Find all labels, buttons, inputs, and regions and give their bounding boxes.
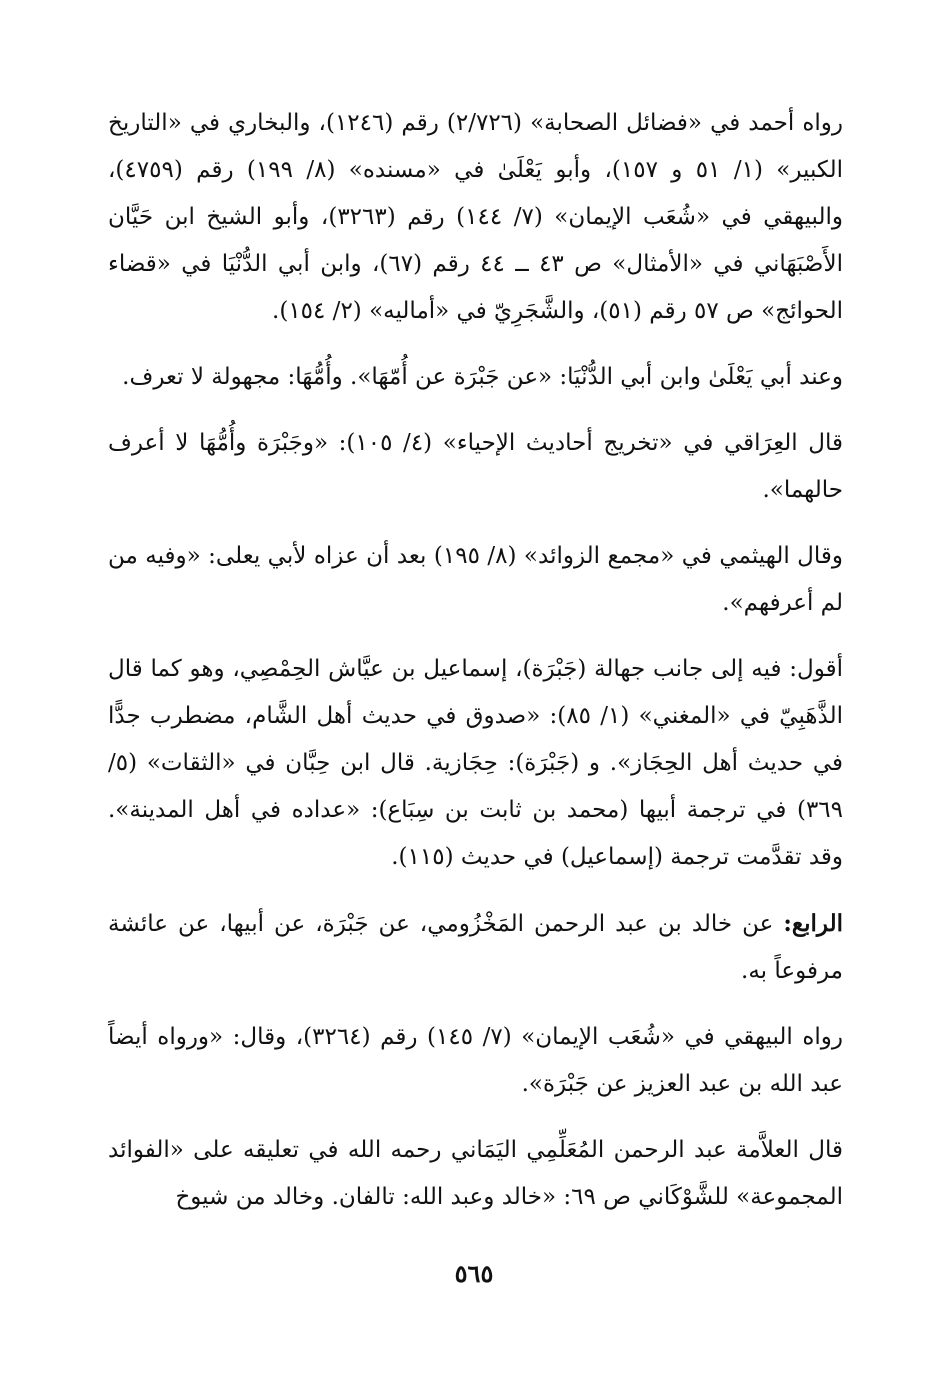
paragraph-iraqi: قال العِرَاقي في «تخريج أحاديث الإحياء» (٤/ ١٠٥): «وجَبْرَة وأُمُّهَا لا أعرف حالهما».: [108, 430, 844, 503]
page-number: ٥٦٥: [454, 1259, 494, 1288]
paragraph-bayhaqi: رواه البيهقي في «شُعَب الإيمان» (٧/ ١٤٥) رقم (٣٢٦٤)، وقال: «ورواه أيضاً عبد الله بن عبد العزيز عن جَبْرَة».: [108, 1024, 844, 1097]
paragraph-fourth: [108, 900, 843, 995]
paragraph-abu-yala: وعند أبي يَعْلَىٰ وابن أبي الدُّنْيَا: «عن جَبْرَة عن أُمّهَا». وأُمُّهَا: مجهولة لا تعرف.: [122, 364, 843, 390]
page-body: [108, 100, 843, 1240]
paragraph-aqulu: أقول: فيه إلى جانب جهالة (جَبْرَة)، إسماعيل بن عيَّاش الحِمْصِي، وهو كما قال الذَّهَبِيّ في «المغني» (١/ ٨٥): «صدوق في حديث أهل الشَّام، مضطرب جدًّا في حديث أهل الحِجَاز». و (جَبْرَة): حِجَازية. قال ابن حِبَّان في «الثقات» (٥/ ٣٦٩) في ترجمة أبيها (محمد بن ثابت بن سِبَاع): «عداده في أهل المدينة». وقد تقدَّمت ترجمة (إسماعيل) في حديث (١١٥).: [108, 656, 844, 870]
fourth-text: عن خالد بن عبد الرحمن المَخْزُومي، عن جَبْرَة، عن أبيها، عن عائشة مرفوعاً به.: [108, 911, 843, 984]
fourth-heading: الرابع:: [783, 910, 844, 937]
paragraph-muallimi: قال العلاَّمة عبد الرحمن المُعَلِّمِي اليَمَاني رحمه الله في تعليقه على «الفوائد المجموعة» للشَّوْكَاني ص ٦٩: «خالد وعبد الله: تالفان. وخالد من شيوخ: [108, 1137, 843, 1210]
paragraph-narration: رواه أحمد في «فضائل الصحابة» (٢/٧٢٦) رقم (١٢٤٦)، والبخاري في «التاريخ الكبير» (١/ ٥١ و ١٥٧)، وأبو يَعْلَىٰ في «مسنده» (٨/ ١٩٩) رقم (٤٧٥٩)، والبيهقي في «شُعَب الإيمان» (٧/ ١٤٤) رقم (٣٢٦٣)، وأبو الشيخ ابن حَيَّان الأَصْبَهَاني في «الأمثال» ص ٤٣ ــ ٤٤ رقم (٦٧)، وابن أبي الدُّنْيَا في «قضاء الحوائج» ص ٥٧ رقم (٥١)، والشَّجَرِيّ في «أماليه» (٢/ ١٥٤).: [108, 110, 844, 324]
paragraph-haythami: وقال الهيثمي في «مجمع الزوائد» (٨/ ١٩٥) بعد أن عزاه لأبي يعلى: «وفيه من لم أعرفهم».: [108, 543, 843, 616]
